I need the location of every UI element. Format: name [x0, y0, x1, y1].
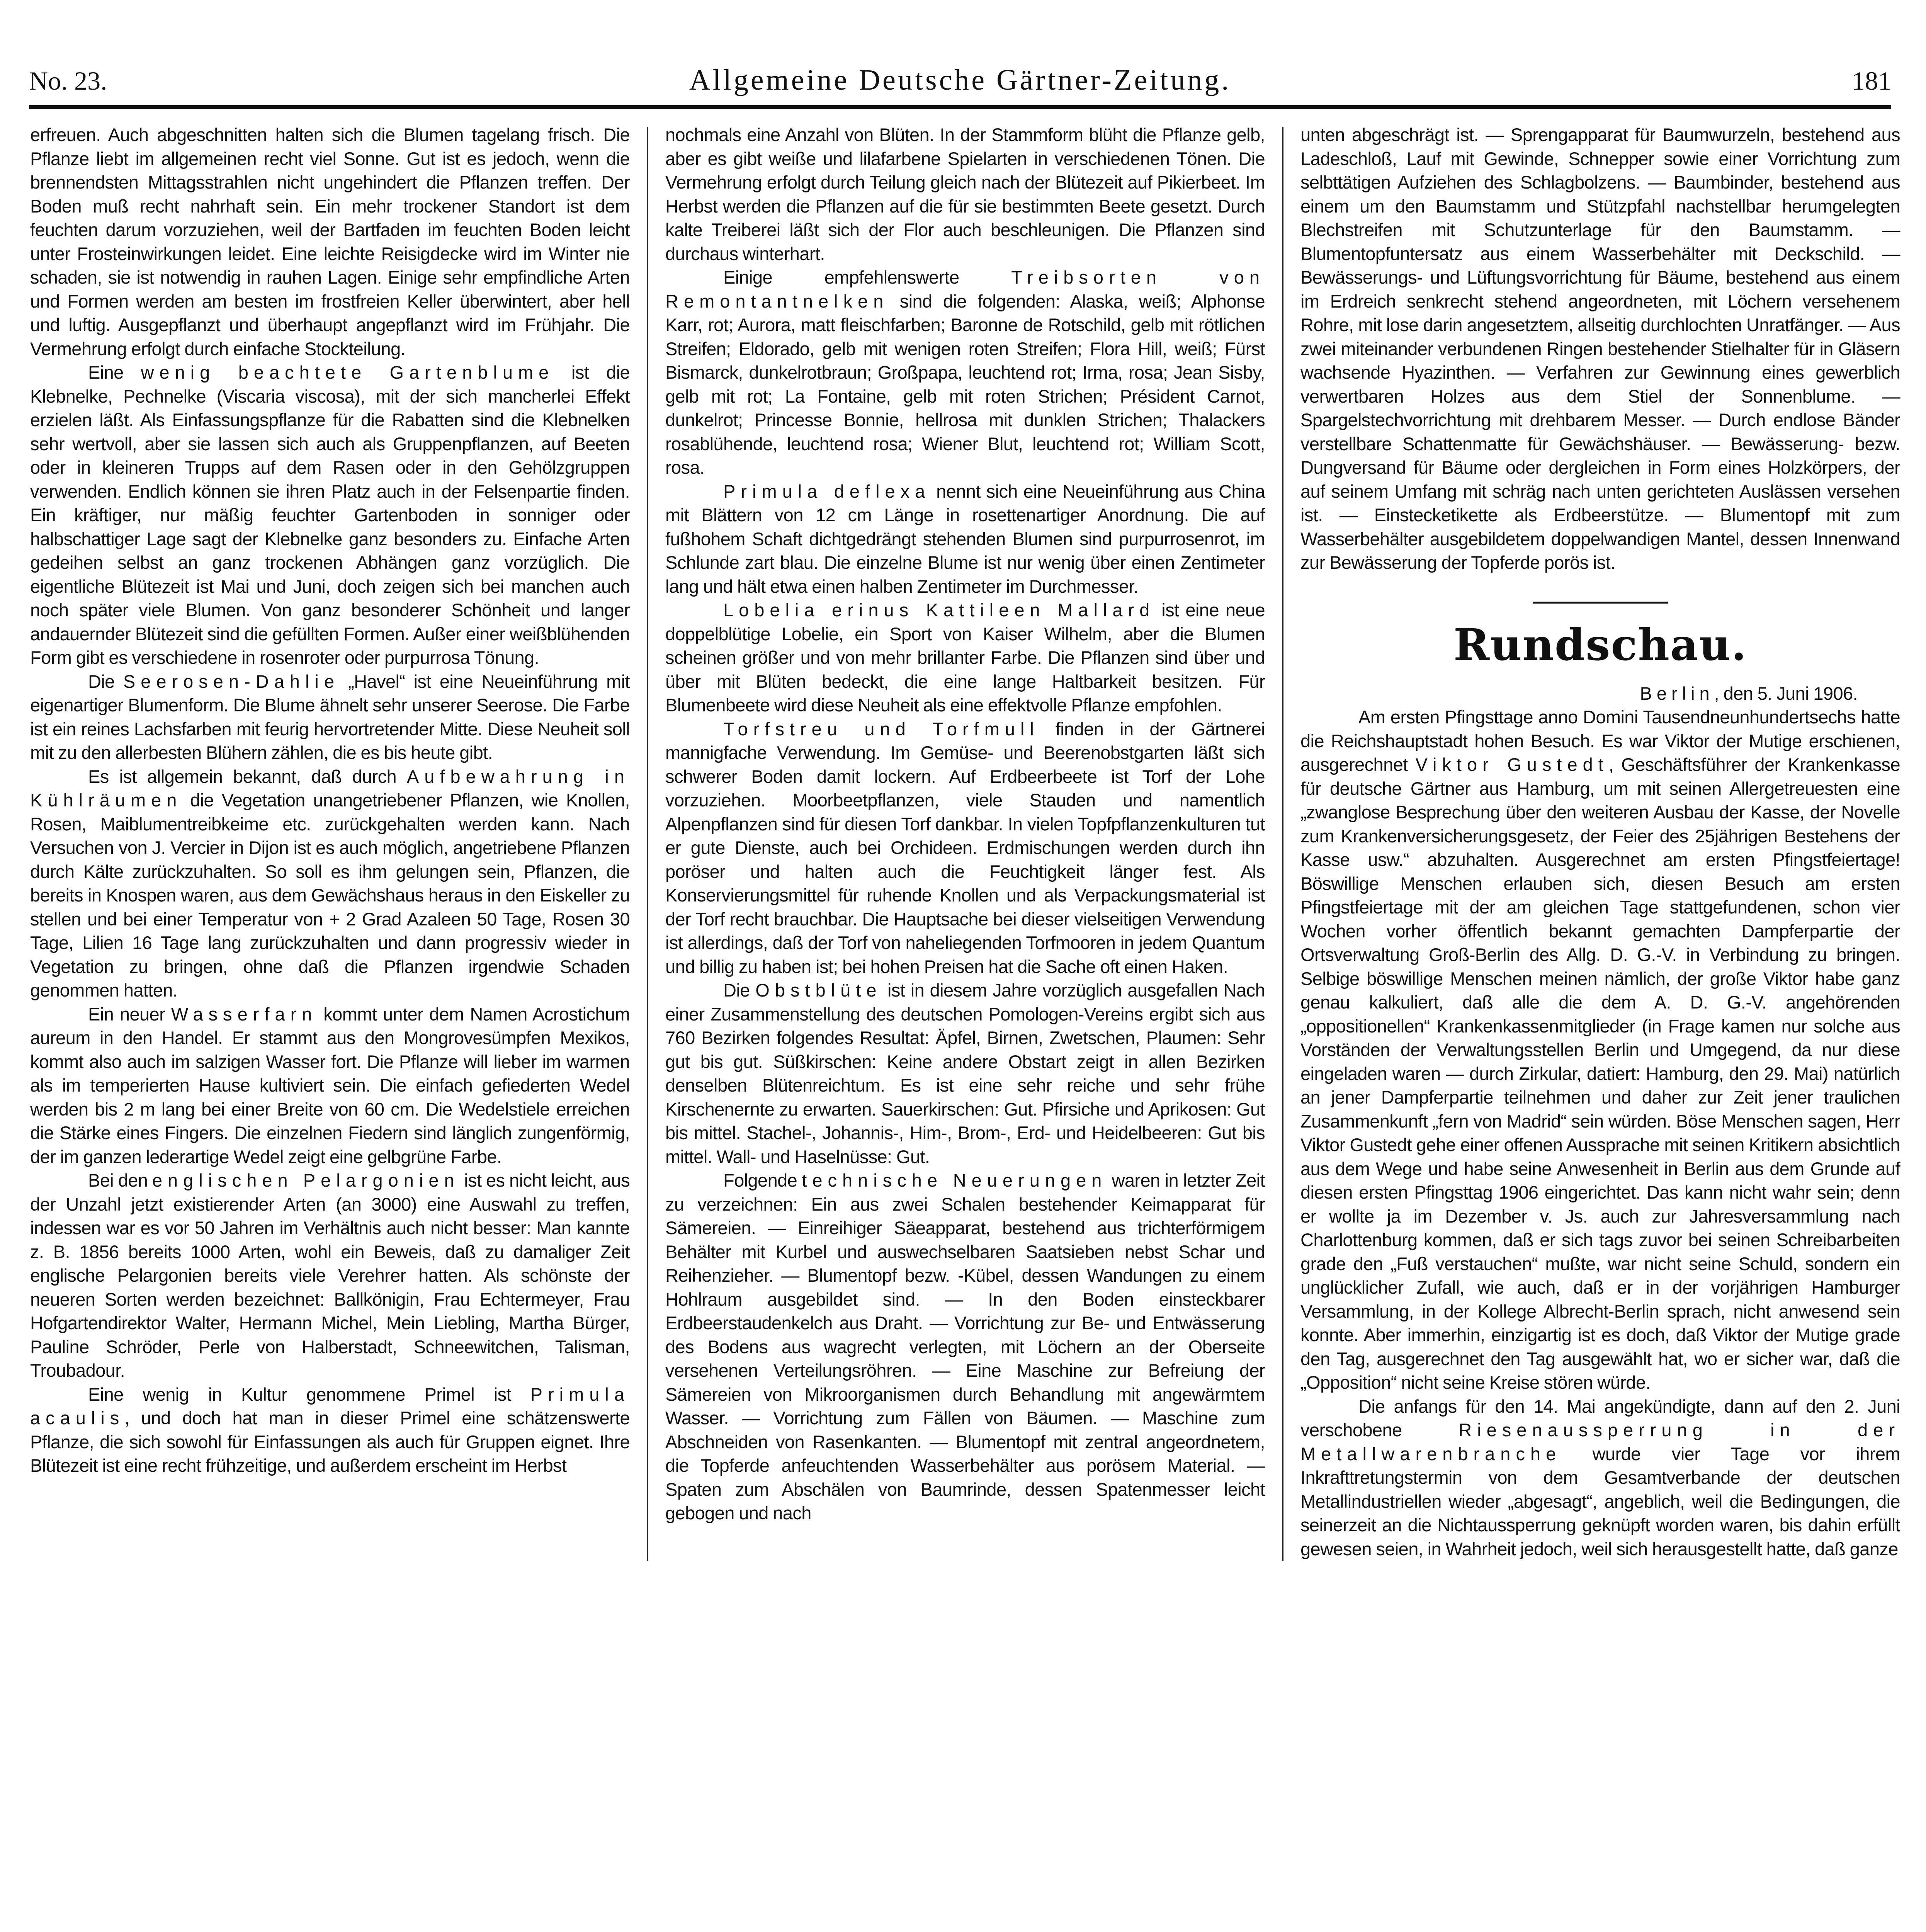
- emphasized-term: Seerosen-Dahlie: [123, 671, 340, 692]
- section-title-rundschau: Rundschau.: [1453, 619, 1747, 670]
- paragraph-text: Eine wenig in Kultur genommene Primel ist: [88, 1384, 530, 1405]
- article-paragraph: [665, 978, 1265, 1168]
- emphasized-term: Treibsorten von Remontantnelken: [665, 267, 1265, 311]
- paragraph-text: waren in letzter Zeit zu verzeichnen: Ein aus zwei Schalen bestehender Keimapparat für Sämereien. — Einreihiger Säeapparat, bestehend aus trichterförmigem Behälter mit Kurbel und auswechselbaren Saatsieben nebst Schar und Reihenzieher. — Blumentopf bezw. -Kübel, dessen Wandungen zu einem Hohlraum ausgebildet sind. — In den Boden einsteckbarer Erdbeerstaudenkelch aus Draht. — Vorrichtung zur Be- und Entwässerung des Bodens aus wagrecht verlegten, mit Löchern an der Oberseite versehenen Verteilungsröhren. — Eine Maschine zur Befreiung der Sämereien von Mikroorganismen durch Behandlung mit angewärmtem Wasser. — Vorrichtung zum Fällen von Bäumen. — Maschine zum Abschneiden von Rasenkanten. — Blumentopf mit zentral angeordnetem, die Topferde anfeuchtenden Wasserbehälter aus porösem Material. — Spaten zum Abschälen von Baumrinde, dessen Spatenmesser leicht gebogen und nach: [665, 1170, 1265, 1523]
- paragraph-text: Bei den: [88, 1170, 152, 1190]
- paragraph-text: nochmals eine Anzahl von Blüten. In der Stammform blüht die Pflanze gelb, aber es gibt weiße und lilafarbene Spielarten in verschiedenen Tönen. Die Vermehrung erfolgt durch Teilung gleich nach der Blütezeit auf Pikierbeet. Im Herbst werden die Pflanzen auf die für sie bestimmten Beete gesetzt. Durch kalte Treiberei läßt sich der Flor auch beschleunigen. Die Pflanzen sind durchaus winterhart.: [665, 124, 1265, 264]
- article-paragraph: [30, 670, 630, 765]
- article-paragraph: [1300, 123, 1900, 575]
- journal-title: Allgemeine Deutsche Gärtner-Zeitung.: [689, 64, 1231, 96]
- emphasized-term: Obstblüte: [755, 980, 882, 1000]
- column-3-body: [1300, 123, 1900, 575]
- emphasized-term: Riesenaussperrung in der Metallwarenbranche: [1300, 1420, 1900, 1464]
- paragraph-text: , und doch hat man in dieser Primel eine schätzenswerte Pflanze, die sich sowohl für Einfassungen als auch für Gruppen eignet. Ihre Blütezeit ist eine recht frühzeitige, und außerdem erscheint im Herbst: [30, 1408, 630, 1476]
- emphasized-term: wenig beachtete Gartenblume: [141, 362, 554, 383]
- article-paragraph: [665, 265, 1265, 480]
- paragraph-text: Die anfangs für den 14. Mai angekündigte, dann auf den 2. Juni verschobene: [1300, 1396, 1900, 1440]
- paragraph-text: Folgende: [723, 1170, 802, 1190]
- emphasized-term: technische Neuerungen: [802, 1170, 1107, 1190]
- emphasized-term: Primula deflexa: [723, 481, 931, 502]
- paragraph-text: Einige empfehlenswerte: [723, 267, 1011, 287]
- article-paragraph: [30, 1168, 630, 1383]
- paragraph-text: Eine: [88, 362, 141, 383]
- text-column-3: [1300, 123, 1900, 1561]
- paragraph-text: die Vegetation unangetriebener Pflanzen, wie Knollen, Rosen, Maiblumentreibkeime etc. zurückgehalten werden kann. Nach Versuchen von J. Vercier in Dijon ist es auch möglich, angetriebene Pflanzen durch Kälte zurückzuhalten. So soll es ihm gelungen sein, Pflanzen, die bereits in Knospen waren, aus dem Gewächshaus heraus in den Eiskeller zu stellen und bei einer Temperatur von + 2 Grad Azaleen 50 Tage, Rosen 30 Tage, Lilien 16 Tage lang zurückzuhalten und dann progressiv wieder in Vegetation zu bringen, ohne daß die Pflanzen irgendwie Schaden genommen hatten.: [30, 790, 630, 1000]
- dateline: [1300, 682, 1900, 706]
- article-paragraph: [665, 717, 1265, 979]
- dateline-place: Berlin: [1640, 683, 1714, 704]
- paragraph-text: nennt sich eine Neueinführung aus China mit Blättern von 12 cm Länge in rosettenartiger Anordnung. Die auf fußhohem Schaft dichtgedrängt stehenden Blumen sind purpurrosenrot, im Schlunde zart blau. Die einzelne Blume ist nur wenig über einen Zentimeter lang und hält etwa einen halben Zentimeter im Durchmesser.: [665, 481, 1265, 597]
- paragraph-text: wurde vier Tage vor ihrem Inkrafttretungstermin von dem Gesamtverbande der deutschen Metallindustriellen wieder „abgesagt“, angeblich, weil die Bedingungen, die seinerzeit an die Nichtaussperrung geknüpft worden waren, bis dahin erfüllt gewesen seien, in Wahrheit jedoch, weil sich herausgestellt hatte, daß ganze: [1300, 1443, 1900, 1559]
- rundschau-body: [1300, 705, 1900, 1561]
- paragraph-text: Es ist allgemein bekannt, daß durch: [88, 766, 407, 787]
- article-paragraph: [665, 123, 1265, 265]
- article-paragraph: [665, 480, 1265, 599]
- page-number: 181: [1852, 66, 1891, 95]
- paragraph-text: Die: [723, 980, 756, 1000]
- paragraph-text: Ein neuer: [88, 1003, 171, 1024]
- dateline-date: , den 5. Juni 1906.: [1714, 683, 1858, 704]
- article-paragraph: [1300, 1395, 1900, 1561]
- article-paragraph: [30, 361, 630, 670]
- emphasized-term: Torfstreu und Torfmull: [723, 718, 1039, 739]
- text-column-1: [30, 123, 630, 1561]
- article-paragraph: [30, 1383, 630, 1478]
- paragraph-text: sind die folgenden: Alaska, weiß; Alphonse Karr, rot; Aurora, matt fleischfarben; Baronne de Rotschild, gelb mit rötlichen Streifen; Eldorado, gelb mit wenigen roten Streifen; Flora Hill, weiß; Fürst Bismarck, dunkelrotbraun; Großpapa, leuchtend rot; Irma, rosa; Jean Sisby, gelb mit rot; La Fontaine, gelb mit roten Strichen; Président Carnot, dunkelrot; Princesse Bonnie, hellrosa mit dunklen Strichen; Thalackers rosablühende, leuchtend rosa; Wiener Blut, leuchtend rot; William Scott, rosa.: [665, 291, 1265, 478]
- issue-number: No. 23.: [29, 66, 107, 95]
- emphasized-term: Wasserfarn: [171, 1003, 318, 1024]
- paragraph-text: „Havel“ ist eine Neueinführung mit eigenartiger Blumenform. Die Blume ähnelt sehr unserer Seerose. Die Farbe ist ein reines Lachsfarben mit feurig hervortretender Mitte. Diese Neuheit soll mit zu den allerbesten Blühern zählen, die es bis heute gibt.: [30, 671, 630, 763]
- emphasized-term: Lobelia erinus Kattileen Mallard: [723, 600, 1155, 620]
- text-columns: [30, 123, 1900, 1561]
- page-header: [29, 58, 1891, 100]
- paragraph-text: kommt unter dem Namen Acrostichum aureum in den Handel. Er stammt aus den Mongrovesümpfen Mexikos, kommt also auch im salzigen Wasser fort. Die Pflanze will lieber im warmen als im temperierten Hause kultiviert sein. Die einfach gefiederten Wedel werden bis 2 m lang bei einer Breite von 60 cm. Die Wedelstiele erreichen die Stärke eines Fingers. Die einzelnen Fiedern sind länglich zungenförmig, der im ganzen lederartige Wedel zeigt eine gelbgrüne Farbe.: [30, 1003, 630, 1167]
- emphasized-term: Primula acaulis: [30, 1384, 630, 1428]
- paragraph-text: Die: [88, 671, 123, 692]
- article-paragraph: [30, 765, 630, 1002]
- paragraph-text: erfreuen. Auch abgeschnitten halten sich die Blumen tagelang frisch. Die Pflanze liebt im allgemeinen recht viel Sonne. Gut ist es jedoch, wenn die brennendsten Mittagsstrahlen nicht ungehindert die Pflanzen treffen. Der Boden muß recht nahrhaft sein. Ein mehr trockener Standort ist dem feuchten darum vorzuziehen, weil der Bartfaden im feuchten Boden leicht unter Frosteinwirkungen leidet. Eine leichte Reisigdecke wird im Winter nie schaden, sie ist notwendig in rauhen Lagen. Einige sehr empfindliche Arten und Formen werden am besten im frostfreien Keller überwintert, aber hell und luftig. Ausgepflanzt und überhaupt angepflanzt wird im Frühjahr. Die Vermehrung erfolgt durch einfache Stockteilung.: [30, 124, 630, 359]
- column-divider: [1282, 127, 1283, 1561]
- emphasized-term: Aufbewahrung in Kühlräumen: [30, 766, 630, 810]
- article-paragraph: [30, 1002, 630, 1169]
- header-rule: [29, 105, 1891, 109]
- paragraph-text: ist in diesem Jahre vorzüglich ausgefallen Nach einer Zusammenstellung des deutschen Pomologen-Vereins ergibt sich aus 760 Bezirken folgendes Resultat: Äpfel, Birnen, Zwetschen, Plaumen: Sehr gut bis gut. Süßkirschen: Keine andere Obstart zeigt in allen Bezirken denselben Blütenreichtum. Es ist eine sehr reiche und sehr frühe Kirschenernte zu erwarten. Sauerkirschen: Gut. Pfirsiche und Aprikosen: Gut bis mittel. Stachel-, Johannis-, Him-, Brom-, Erd- und Heidelbeeren: Gut bis mittel. Wall- und Haselnüsse: Gut.: [665, 980, 1265, 1167]
- article-paragraph: [665, 598, 1265, 717]
- emphasized-term: Viktor Gustedt: [1415, 754, 1609, 775]
- article-paragraph: [30, 123, 630, 361]
- paragraph-text: unten abgeschrägt ist. — Sprengapparat für Baumwurzeln, bestehend aus Ladeschloß, Lauf mit Gewinde, Schnepper sowie einer Vorrichtung zum selbttätigen Aufziehen des Schlagbolzens. — Baumbinder, bestehend aus einem um den Baumstamm und Stützpfahl nachstellbar herumgelegten Blechstreifen mit Schutzunterlage für den Baumstamm. — Blumentopfuntersatz aus einem Wasserbehälter mit Deckschild. — Bewässerungs- und Lüftungsvorrichtung für Bäume, bestehend aus einem im Erdreich senkrecht stehend angeordneten, mit Löchern versehenem Rohre, mit lose darin angesetztem, allseitig durchlochten Unratfänger. — Aus zwei miteinander verbundenen Ringen bestehender Stielhalter für in Gläsern wachsende Hyazinthen. — Verfahren zur Gewinnung eines gewerblich verwertbaren Holzes aus dem Stiel der Sonnenblume. — Spargelstechvorrichtung mit drehbarem Messer. — Durch endlose Bänder verstellbare Schattenmatte für Gewächshäuser. — Bewässerung- bezw. Dungversand für Bäume oder dergleichen in Form eines Holzkörpers, der auf seinem Umfang mit schräg nach unten gerichteten Auslässen versehen ist. — Einstecketikette als Erdbeerstütze. — Blumentopf mit zum Wasserbehälter ausgebildetem doppelwandigen Mantel, dessen Innenwand zur Bewässerung der Topferde porös ist.: [1300, 124, 1900, 573]
- paragraph-text: Am ersten Pfingsttage anno Domini Tausendneunhundertsechs hatte die Reichshauptstadt hohen Besuch. Es war Viktor der Mutige erschienen, ausgerechnet: [1300, 707, 1900, 775]
- paragraph-text: ist die Klebnelke, Pechnelke (Viscaria viscosa), mit der sich mancherlei Effekt erzielen läßt. Als Einfassungspflanze für die Rabatten sind die Klebnelken sehr wertvoll, aber sie lassen sich auch als Gruppenpflanzen, auf Beeten oder in kleineren Trupps auf dem Rasen oder in den Gehölzgruppen verwenden. Endlich können sie ihren Platz auch in der Felsenpartie finden. Ein kräftiger, nur mäßig feuchter Gartenboden in sonniger oder halbschattiger Lage sagt der Klebnelke ganz besonders zu. Einfache Arten gedeihen selbst an ganz trockenen Abhängen ganz vorzüglich. Die eigentliche Blütezeit ist Mai und Juni, doch zeigen sich bei manchen auch noch später viele Blumen. Von ganz besonderer Schönheit und langer andauernder Blütezeit sind die gefüllten Formen. Außer einer weißblühenden Form gibt es verschiedene in rosenroter oder purpurrosa Tönung.: [30, 362, 630, 668]
- column-divider: [647, 127, 648, 1561]
- paragraph-text: ist eine neue doppelblütige Lobelie, ein Sport von Kaiser Wilhelm, aber die Blumen scheinen größer und von mehr brillanter Farbe. Die Pflanzen sind über und über mit Blüten bedeckt, die eine lange Haltbarkeit besitzen. Für Blumenbeete wird diese Neuheit als eine effektvolle Pflanze empfohlen.: [665, 600, 1265, 715]
- article-paragraph: [1300, 705, 1900, 1395]
- article-paragraph: [665, 1168, 1265, 1525]
- paragraph-text: finden in der Gärtnerei mannigfache Verwendung. Im Gemüse- und Beerenobstgarten läßt sich schwerer Boden damit lockern. Auf Erdbeerbeete ist Torf der Lohe vorzuziehen. Moorbeetpflanzen, viele Stauden und namentlich Alpenpflanzen sind für diesen Torf dankbar. In vielen Topfpflanzenkulturen tut er gute Dienste, auch bei Orchideen. Erdmischungen werden durch ihn poröser und halten auch die Feuchtigkeit länger fest. Als Konservierungsmittel für ruhende Knollen und als Verpackungsmaterial ist der Torf recht brauchbar. Die Hauptsache bei dieser vielseitigen Verwendung ist allerdings, daß der Torf von naheliegenden Torfmooren in jedem Quantum und billig zu haben ist; bei hohen Preisen hat die Sache oft einen Haken.: [665, 718, 1265, 977]
- paragraph-text: ist es nicht leicht, aus der Unzahl jetzt existierender Arten (an 3000) eine Auswahl zu treffen, indessen war es vor 50 Jahren im Verhältnis auch nicht besser: Man kannte z. B. 1856 bereits 1000 Arten, wohl ein Beweis, daß zu damaliger Zeit englische Pelargonien bereits viele Verehrer hatten. Als schönste der neueren Sorten werden bezeichnet: Ballkönigin, Frau Echtermeyer, Frau Hofgartendirektor Walter, Hermann Michel, Mein Liebling, Martha Bürger, Pauline Schröder, Perle von Halberstadt, Schneewitchen, Talisman, Troubadour.: [30, 1170, 630, 1381]
- emphasized-term: englischen Pelargonien: [152, 1170, 460, 1190]
- paragraph-text: , Geschäftsführer der Krankenkasse für deutsche Gärtner aus Hamburg, um mit seinen Allergetreuesten eine „zwanglose Besprechung über den weiteren Ausbau der Kasse, der Novelle zum Krankenversicherungsgesetz, der Feier des 25jährigen Bestehens der Kasse usw.“ abzuhalten. Ausgerechnet am ersten Pfingstfeiertage! Böswillige Menschen erlauben sich, diesen Besuch am ersten Pfingstfeiertage mit der am gleichen Tage stattgefundenen, schon vier Wochen vorher öffentlich bekannt gemachten Dampferpartie der Ortsverwaltung Groß-Berlin des Allg. D. G.-V. in Verbindung zu bringen. Selbige böswillige Menschen meinen nämlich, der große Viktor habe ganz genau kalkuliert, daß alle die dem A. D. G.-V. angehörenden „oppositionellen“ Krankenkassenmitglieder (in Frage kamen nur solche aus Vorständen der Verwaltungsstellen Berlin und Umgegend, da nur diese eingeladen waren — durch Zirkular, datiert: Hamburg, den 29. Mai) natürlich an jener Dampferpartie teilnehmen und daher zur Zeit jener traulichen Zusammenkunft „fern von Madrid“ sein würden. Böse Menschen sagen, Herr Viktor Gustedt gehe einer offenen Aussprache mit seinen Kritikern absichtlich aus dem Wege und habe seine Anwesenheit in Berlin aus dem Grunde auf diesen ersten Pfingsttag 1906 eingerichtet. Das kann nicht wahr sein; denn er wollte ja im Dezember v. Js. auch zur Jahresversammlung nach Charlottenburg kommen, daß er sich tags zuvor bei seinen Schreibarbeiten grade den „Fuß verstauchen“ mußte, war nicht seine Schuld, sondern ein unglücklicher Zufall, wie auch, daß er in der vorjährigen Hamburger Versammlung, in der Kollege Albrecht-Berlin sprach, nicht anwesend sein konnte. Aber immerhin, einzigartig ist es doch, daß Viktor der Mutige grade den Tag, ausgerechnet den Tag ausgewählt hat, wo er sicher war, daß die „Opposition“ nicht seine Kreise stören würde.: [1300, 754, 1900, 1393]
- text-column-2: [665, 123, 1265, 1561]
- section-divider-rule: [1533, 602, 1668, 604]
